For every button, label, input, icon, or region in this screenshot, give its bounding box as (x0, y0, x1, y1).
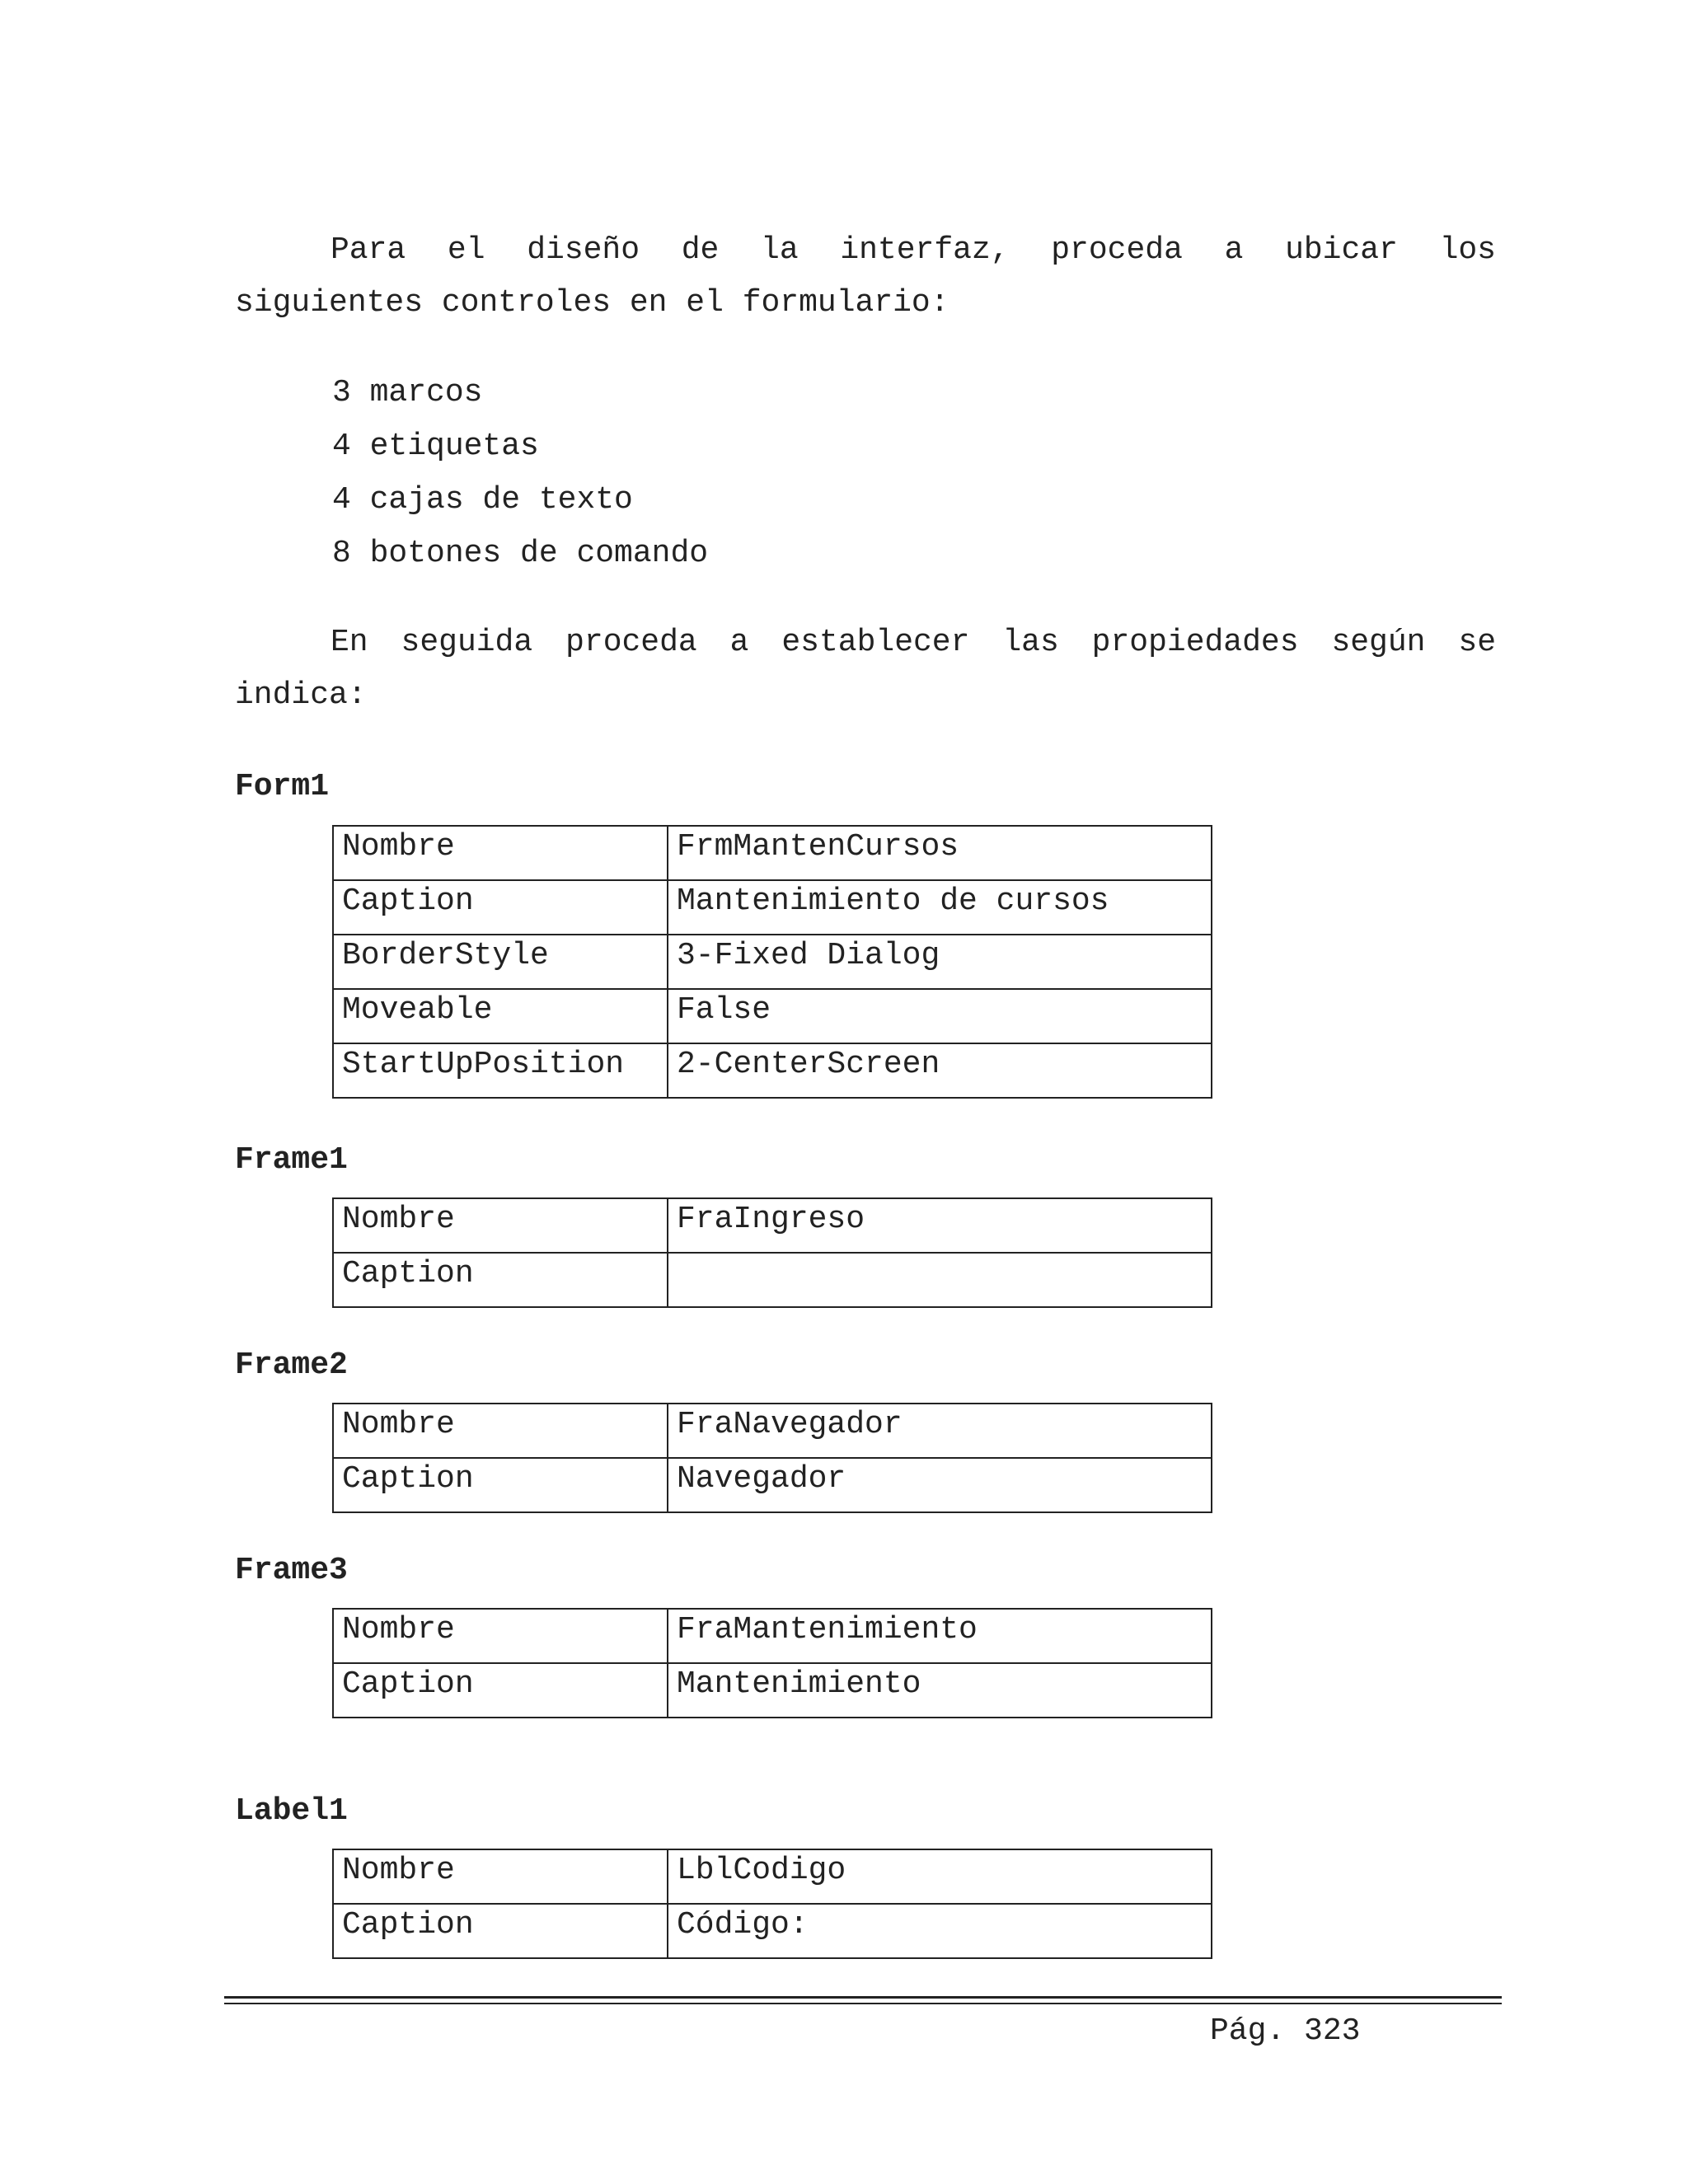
list-item: 3 marcos (332, 375, 483, 410)
properties-table-frame1 (332, 1197, 1212, 1308)
property-name: Caption (333, 1904, 668, 1958)
section-heading-label1: Label1 (235, 1793, 348, 1829)
property-name: Caption (333, 1663, 668, 1718)
property-name: Nombre (333, 1609, 668, 1663)
properties-table-form1 (332, 825, 1212, 1099)
table-row (333, 826, 1212, 880)
instruction-line-2: indica: (235, 677, 367, 713)
properties-table-label1 (332, 1849, 1212, 1959)
property-value: FraIngreso (668, 1198, 1212, 1253)
list-item: 4 etiquetas (332, 429, 539, 464)
section-heading-form1: Form1 (235, 769, 330, 804)
property-name: BorderStyle (333, 935, 668, 989)
property-value (668, 1253, 1212, 1307)
table-row (333, 1253, 1212, 1307)
footer-rule-secondary (224, 2003, 1502, 2004)
property-name: Nombre (333, 826, 668, 880)
property-value: FraMantenimiento (668, 1609, 1212, 1663)
property-name: Moveable (333, 989, 668, 1043)
property-value: Mantenimiento (668, 1663, 1212, 1718)
property-name: StartUpPosition (333, 1043, 668, 1098)
property-name: Caption (333, 1458, 668, 1512)
footer-rule (224, 1996, 1502, 1999)
property-value: Mantenimiento de cursos (668, 880, 1212, 935)
table-row (333, 989, 1212, 1043)
property-value: FrmMantenCursos (668, 826, 1212, 880)
table-row (333, 1663, 1212, 1718)
property-value: 2-CenterScreen (668, 1043, 1212, 1098)
property-name: Caption (333, 880, 668, 935)
property-value: False (668, 989, 1212, 1043)
controls-list (332, 366, 708, 580)
section-heading-frame3: Frame3 (235, 1553, 348, 1588)
property-value: FraNavegador (668, 1404, 1212, 1458)
properties-table-frame2 (332, 1403, 1212, 1513)
table-row (333, 1458, 1212, 1512)
property-value: LblCodigo (668, 1849, 1212, 1904)
property-value: Código: (668, 1904, 1212, 1958)
table-row (333, 880, 1212, 935)
instruction-paragraph (235, 616, 1496, 722)
table-row (333, 1404, 1212, 1458)
table-row (333, 1609, 1212, 1663)
table-row (333, 1904, 1212, 1958)
property-value: 3-Fixed Dialog (668, 935, 1212, 989)
table-row (333, 1849, 1212, 1904)
page-number: Pág. 323 (1210, 2013, 1361, 2049)
section-heading-frame2: Frame2 (235, 1347, 348, 1383)
intro-line-2: siguientes controles en el formulario: (235, 285, 950, 321)
property-name: Nombre (333, 1404, 668, 1458)
instruction-line-1: En seguida proceda a establecer las propiedades según se (331, 625, 1496, 660)
list-item: 4 cajas de texto (332, 482, 633, 518)
properties-table-frame3 (332, 1608, 1212, 1718)
property-name: Nombre (333, 1198, 668, 1253)
list-item: 8 botones de comando (332, 536, 709, 571)
property-name: Caption (333, 1253, 668, 1307)
table-row (333, 1198, 1212, 1253)
intro-line-1: Para el diseño de la interfaz, proceda a ubicar los (331, 232, 1496, 268)
section-heading-frame1: Frame1 (235, 1142, 348, 1178)
table-row (333, 1043, 1212, 1098)
intro-paragraph (235, 224, 1496, 330)
property-value: Navegador (668, 1458, 1212, 1512)
property-name: Nombre (333, 1849, 668, 1904)
table-row (333, 935, 1212, 989)
